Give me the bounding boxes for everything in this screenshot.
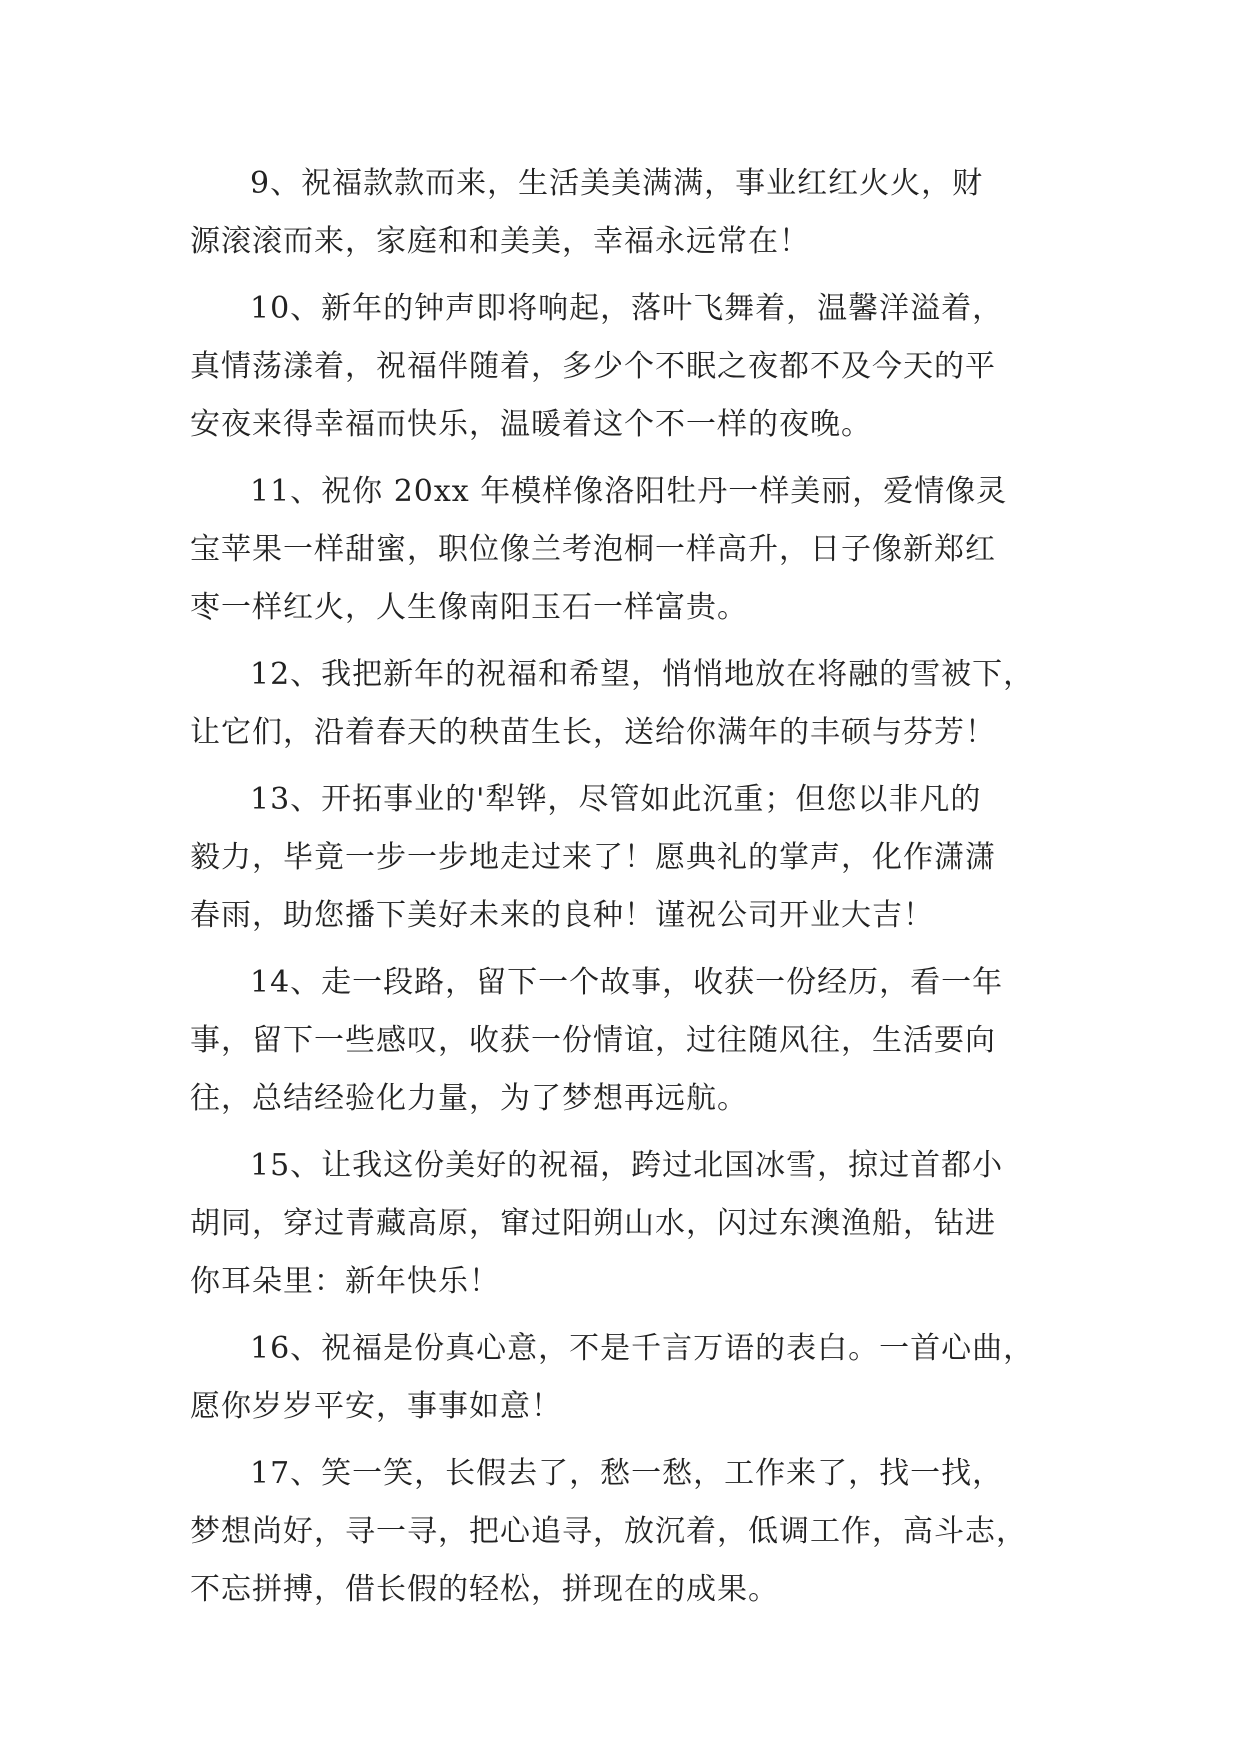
paragraph-line: 让它们，沿着春天的秧苗生长，送给你满年的丰硕与芬芳！ [190, 715, 996, 750]
paragraph-10 [190, 280, 1060, 454]
paragraph-line: 9、祝福款款而来，生活美美满满，事业红红火火，财 [250, 166, 984, 201]
paragraph-line: 15、让我这份美好的祝福，跨过北国冰雪，掠过首都小 [250, 1148, 1004, 1183]
paragraph-13 [190, 771, 1060, 945]
paragraph-line: 往，总结经验化力量，为了梦想再远航。 [190, 1081, 748, 1116]
paragraph-line: 真情荡漾着，祝福伴随着，多少个不眠之夜都不及今天的平 [190, 349, 996, 384]
paragraph-14 [190, 954, 1060, 1128]
paragraph-line: 梦想尚好，寻一寻，把心追寻，放沉着，低调工作，高斗志， [190, 1514, 1027, 1549]
paragraph-line: 13、开拓事业的'犁铧，尽管如此沉重；但您以非凡的 [250, 782, 982, 817]
paragraph-line: 宝苹果一样甜蜜，职位像兰考泡桐一样高升，日子像新郑红 [190, 532, 996, 567]
paragraph-line: 愿你岁岁平安，事事如意！ [190, 1389, 562, 1424]
paragraph-15 [190, 1137, 1060, 1311]
paragraph-line: 枣一样红火，人生像南阳玉石一样富贵。 [190, 590, 748, 625]
paragraph-11 [190, 463, 1060, 637]
paragraph-line: 毅力，毕竟一步一步地走过来了！愿典礼的掌声，化作潇潇 [190, 840, 996, 875]
paragraph-16 [190, 1320, 1060, 1436]
paragraph-line: 16、祝福是份真心意，不是千言万语的表白。一首心曲， [250, 1331, 1035, 1366]
paragraph-line: 源滚滚而来，家庭和和美美，幸福永远常在！ [190, 224, 810, 259]
paragraph-17 [190, 1445, 1060, 1619]
paragraph-line: 12、我把新年的祝福和希望，悄悄地放在将融的雪被下， [250, 657, 1035, 692]
paragraph-12 [190, 646, 1060, 762]
paragraph-line: 胡同，穿过青藏高原，窜过阳朔山水，闪过东澳渔船，钻进 [190, 1206, 996, 1241]
document-body [190, 155, 1060, 1628]
paragraph-line: 14、走一段路，留下一个故事，收获一份经历，看一年 [250, 965, 1004, 1000]
paragraph-line: 事，留下一些感叹，收获一份情谊，过往随风往，生活要向 [190, 1023, 996, 1058]
paragraph-line: 17、笑一笑，长假去了，愁一愁，工作来了，找一找， [250, 1456, 1004, 1491]
paragraph-line: 10、新年的钟声即将响起，落叶飞舞着，温馨洋溢着， [250, 291, 1004, 326]
paragraph-9 [190, 155, 1060, 271]
paragraph-line: 你耳朵里：新年快乐！ [190, 1264, 500, 1299]
paragraph-line: 春雨，助您播下美好未来的良种！谨祝公司开业大吉！ [190, 898, 934, 933]
paragraph-line: 不忘拼搏，借长假的轻松，拼现在的成果。 [190, 1572, 779, 1607]
paragraph-line: 安夜来得幸福而快乐，温暖着这个不一样的夜晚。 [190, 407, 872, 442]
paragraph-line: 11、祝你 20xx 年模样像洛阳牡丹一样美丽，爱情像灵 [250, 474, 1008, 509]
